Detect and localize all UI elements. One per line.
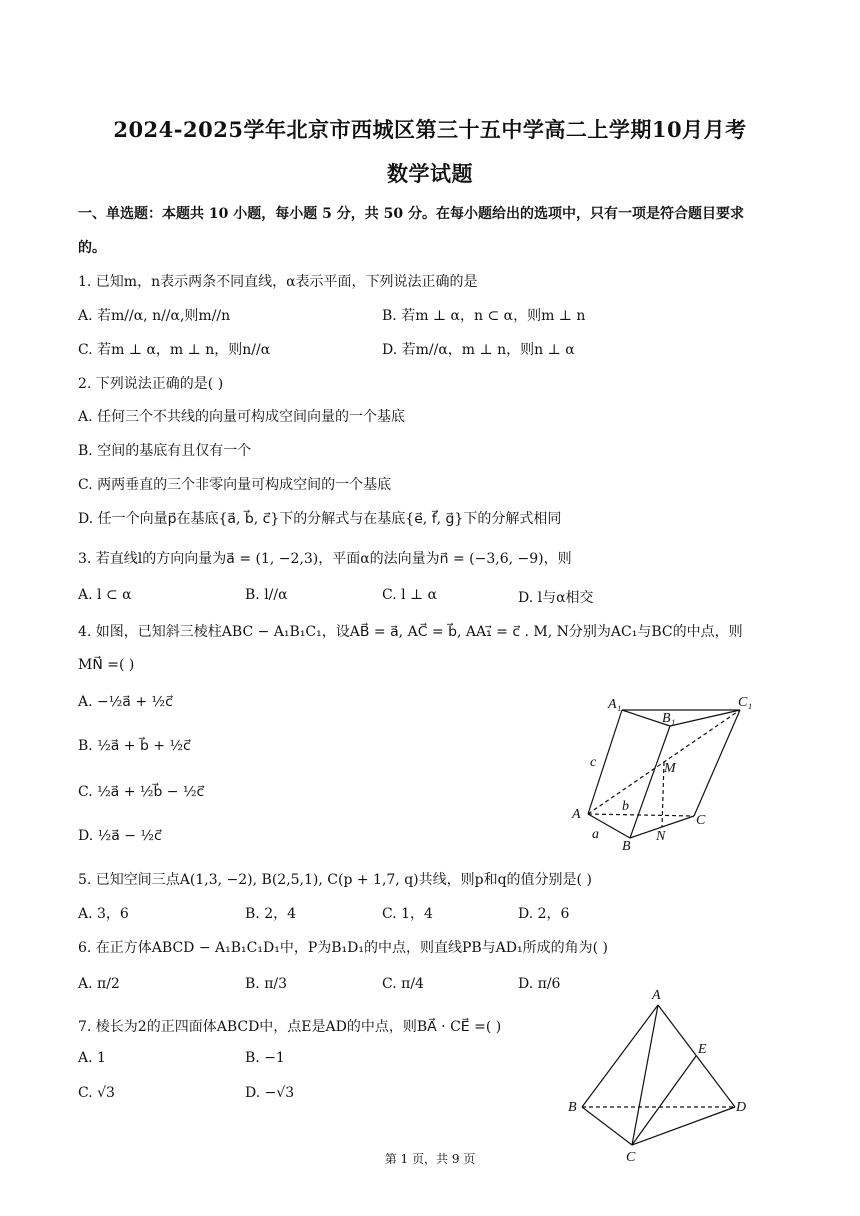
label-c: C bbox=[696, 813, 706, 828]
question-1-option-d: D. 若m//α，m ⊥ n，则n ⊥ α bbox=[382, 342, 575, 358]
question-2-option-a: A. 任何三个不共线的向量可构成空间向量的一个基底 bbox=[78, 409, 406, 425]
question-1-option-b: B. 若m ⊥ α，n ⊂ α，则m ⊥ n bbox=[382, 308, 586, 324]
exam-title-line1: 2024-2025学年北京市西城区第三十五中学高二上学期10月月考 bbox=[113, 117, 747, 142]
question-5-option-a: A. 3，6 bbox=[78, 906, 129, 922]
question-3-option-c: C. l ⊥ α bbox=[382, 587, 438, 603]
page-footer: 第 1 页，共 9 页 bbox=[384, 1152, 476, 1166]
edge-bc bbox=[582, 1107, 632, 1145]
edge-ad bbox=[658, 1005, 735, 1107]
label-a1: A₁ bbox=[608, 697, 622, 712]
question-4-option-c: C. ½a⃗ + ½b⃗ − ½c⃗ bbox=[78, 784, 205, 800]
question-3-option-a: A. l ⊂ α bbox=[78, 587, 132, 603]
edge-cd bbox=[632, 1107, 735, 1145]
tetrahedron-figure bbox=[560, 985, 760, 1163]
question-3-stem: 3. 若直线l的方向向量为a⃗ = (1, −2,3)，平面α的法向量为n⃗ = (−3,6, −9)，则 bbox=[78, 551, 572, 567]
label-d: D bbox=[736, 1100, 747, 1115]
question-7-option-b: B. −1 bbox=[245, 1050, 285, 1066]
question-2-option-b: B. 空间的基底有且仅有一个 bbox=[78, 443, 252, 459]
question-7-option-d: D. −√3 bbox=[245, 1085, 295, 1101]
question-5-option-c: C. 1，4 bbox=[382, 906, 433, 922]
question-7-option-c: C. √3 bbox=[78, 1085, 115, 1101]
question-3-option-d: D. l与α相交 bbox=[518, 590, 594, 606]
question-6-option-d: D. π/6 bbox=[518, 976, 561, 992]
question-7-option-a: A. 1 bbox=[78, 1050, 106, 1066]
label-c1: C₁ bbox=[738, 695, 753, 710]
question-6-option-c: C. π/4 bbox=[382, 976, 424, 992]
label-b1: B₁ bbox=[662, 711, 676, 726]
question-4-option-b: B. ½a⃗ + b⃗ + ½c⃗ bbox=[78, 738, 191, 754]
label-e: E bbox=[698, 1042, 707, 1057]
edge-b1c1 bbox=[670, 710, 740, 726]
question-5-option-b: B. 2，4 bbox=[245, 906, 297, 922]
label-b: B bbox=[568, 1100, 577, 1115]
exam-title-line2: 数学试题 bbox=[387, 161, 473, 186]
question-3-option-b: B. l//α bbox=[245, 587, 288, 603]
section-instructions: 一、单选题：本题共 10 小题，每小题 5 分，共 50 分。在每小题给出的选项中，只有一项是符合题目要求 bbox=[78, 206, 744, 222]
question-1-stem: 1. 已知m，n表示两条不同直线，α表示平面，下列说法正确的是 bbox=[78, 274, 478, 290]
label-vec-a: a⃗ bbox=[592, 827, 610, 842]
question-2-option-d: D. 任一个向量p⃗在基底{a⃗, b⃗, c⃗}下的分解式与在基底{e⃗, f⃗, g⃗}下的分解式相同 bbox=[78, 511, 562, 527]
edge-ac bbox=[632, 1005, 658, 1145]
question-2-stem: 2. 下列说法正确的是( ) bbox=[78, 376, 224, 392]
label-m: M bbox=[664, 761, 676, 776]
question-6-option-a: A. π/2 bbox=[78, 976, 120, 992]
label-vec-b: b⃗ bbox=[622, 799, 640, 814]
section-instructions-cont: 的。 bbox=[78, 240, 106, 256]
question-5-option-d: D. 2，6 bbox=[518, 906, 570, 922]
prism-figure bbox=[560, 690, 770, 850]
label-a: A bbox=[652, 988, 661, 1003]
edge-bb1 bbox=[630, 726, 670, 838]
segment-ce bbox=[632, 1056, 696, 1145]
question-6-option-b: B. π/3 bbox=[245, 976, 288, 992]
label-a: A bbox=[572, 807, 581, 822]
question-4-stem-cont: MN⃗ =( ) bbox=[78, 657, 135, 673]
label-b: B bbox=[622, 839, 631, 850]
label-vec-c: c⃗ bbox=[590, 755, 608, 770]
question-1-option-a: A. 若m//α, n//α,则m//n bbox=[78, 308, 231, 324]
question-4-option-a: A. −½a⃗ + ½c⃗ bbox=[78, 694, 173, 710]
edge-ac bbox=[588, 814, 694, 816]
question-1-option-c: C. 若m ⊥ α，m ⊥ n，则n//α bbox=[78, 342, 271, 358]
question-5-stem: 5. 已知空间三点A(1,3, −2), B(2,5,1), C(p + 1,7, q)共线，则p和q的值分别是( ) bbox=[78, 872, 592, 888]
question-6-stem: 6. 在正方体ABCD − A₁B₁C₁D₁中，P为B₁D₁的中点，则直线PB与AD₁所成的角为( ) bbox=[78, 940, 609, 956]
label-n: N bbox=[656, 829, 666, 844]
edge-ab bbox=[582, 1005, 658, 1107]
question-4-option-d: D. ½a⃗ − ½c⃗ bbox=[78, 828, 162, 844]
question-2-option-c: C. 两两垂直的三个非零向量可构成空间的一个基底 bbox=[78, 477, 392, 493]
question-4-stem: 4. 如图，已知斜三棱柱ABC − A₁B₁C₁，设AB⃗ = a⃗, AC⃗ = b⃗, AA₁⃗ = c⃗ . M, N分别为AC₁与BC的中点，则 bbox=[78, 624, 743, 640]
label-c: C bbox=[626, 1150, 636, 1163]
question-7-stem: 7. 棱长为2的正四面体ABCD中，点E是AD的中点，则BA⃗ · CE⃗ =( ) bbox=[78, 1019, 502, 1035]
